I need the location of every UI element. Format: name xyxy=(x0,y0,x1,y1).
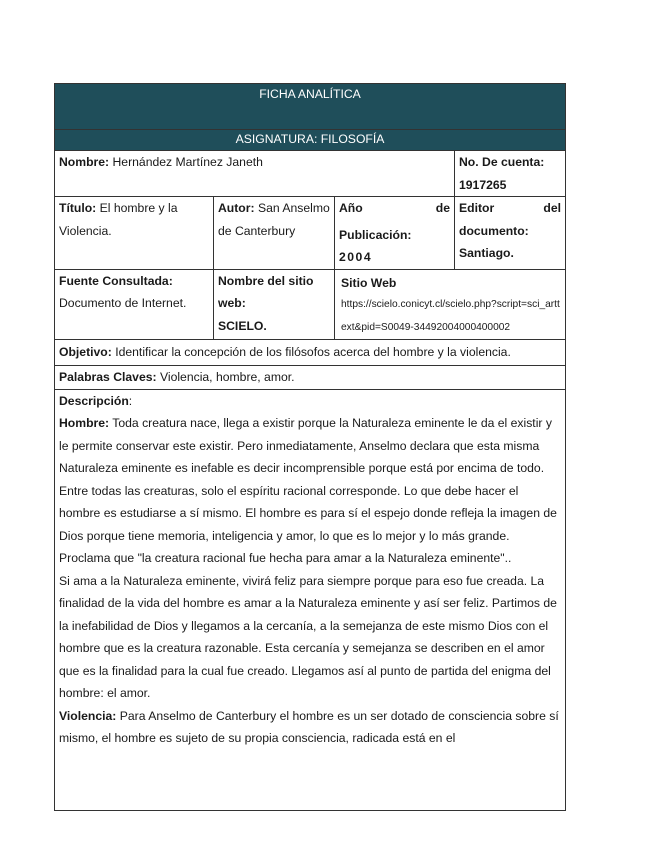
titulo-value: El hombre y la Violencia. xyxy=(59,201,178,238)
descripcion-row xyxy=(55,389,566,810)
anio-cell xyxy=(335,197,455,270)
cuenta-value: 1917265 xyxy=(459,177,507,192)
nombre-cell xyxy=(55,151,455,197)
anio-label-line xyxy=(339,197,450,220)
sitio-web-url[interactable]: https://scielo.conicyt.cl/scielo.php?script=sci_arttext&pid=S0049-34492004000400002 xyxy=(341,299,560,333)
sitio-web-cell xyxy=(335,269,566,340)
fuente-value: Documento de Internet. xyxy=(59,296,187,310)
anio-label-a: Año xyxy=(339,201,363,215)
objetivo-row xyxy=(55,340,566,366)
fuente-cell xyxy=(55,269,214,340)
palabras-row xyxy=(55,366,566,390)
titulo-label: Título: xyxy=(59,201,97,215)
violencia-text: Para Anselmo de Canterbury el hombre es un ser dotado de consciencia sobre sí mismo, el hombre es sujeto de su propia consciencia, radicada está en el xyxy=(59,708,559,745)
sitio-web-label: Sitio Web xyxy=(341,275,397,290)
nombre-row xyxy=(55,151,566,197)
anio-value: 2004 xyxy=(339,250,373,264)
titulo-row xyxy=(55,197,566,270)
palabras-label: Palabras Claves: xyxy=(59,370,157,384)
nombre-label: Nombre: xyxy=(59,155,110,169)
palabras-cell xyxy=(55,366,566,390)
hombre-text: Toda creatura nace, llega a existir porque la Naturaleza eminente le da el existir y le permite conservar este existir. Pero inmediatamente, Anselmo declara que esta misma Naturaleza eminente es inefable es decir incomprensible porque está por encima de todo. Entre todas las creaturas, solo el espíritu racional corresponde. Lo que debe hacer el hombre es estudiarse a sí mismo. El hombre es para sí el espejo donde refleja la imagen de Dios porque tiene memoria, inteligencia y amor, lo que es lo mejor y lo más grande. Proclama que "la creatura racional fue hecha para amar a la Naturaleza eminente".. xyxy=(59,416,557,565)
header-subject-row xyxy=(55,130,566,151)
editor-label-a: Editor xyxy=(459,201,495,215)
editor-label-c: documento: xyxy=(459,223,529,238)
descripcion-paragraph-violencia xyxy=(59,705,561,750)
nombre-value: Hernández Martínez Janeth xyxy=(109,155,263,169)
palabras-text: Violencia, hombre, amor. xyxy=(156,370,295,384)
sitio-nombre-cell xyxy=(214,269,335,340)
anio-label-b: de xyxy=(435,201,450,215)
cuenta-label: No. De cuenta: xyxy=(459,155,545,169)
sitio-nombre-value: SCIELO. xyxy=(218,318,267,333)
editor-label-line xyxy=(459,197,561,220)
sitio-nombre-label: Nombre del sitio web: xyxy=(218,273,314,310)
anio-label-c: Publicación: xyxy=(339,227,412,242)
ficha-analitica-table xyxy=(54,83,566,811)
autor-value: San Anselmo de Canterbury xyxy=(218,201,330,238)
objetivo-cell xyxy=(55,340,566,366)
header-subject: ASIGNATURA: FILOSOFÍA xyxy=(55,130,566,151)
objetivo-text: Identificar la concepción de los filósofos acerca del hombre y la violencia. xyxy=(111,345,511,359)
header-title: FICHA ANALÍTICA xyxy=(55,84,566,130)
descripcion-heading xyxy=(59,390,561,413)
hombre-label: Hombre: xyxy=(59,416,110,430)
autor-label: Autor: xyxy=(218,201,255,215)
document-sheet xyxy=(54,83,565,811)
titulo-cell xyxy=(55,197,214,270)
objetivo-label: Objetivo: xyxy=(59,345,112,359)
descripcion-cell xyxy=(55,389,566,810)
autor-cell xyxy=(214,197,335,270)
fuente-row xyxy=(55,269,566,340)
descripcion-label: Descripción xyxy=(59,393,129,408)
editor-value: Santiago. xyxy=(459,246,514,260)
cuenta-cell xyxy=(455,151,566,197)
descripcion-colon: : xyxy=(128,393,133,408)
violencia-label: Violencia: xyxy=(59,708,117,723)
editor-label-b: del xyxy=(543,201,562,215)
descripcion-paragraph-hombre xyxy=(59,412,561,570)
descripcion-paragraph-2: Si ama a la Naturaleza eminente, vivirá feliz para siempre porque para eso fue creada. La finalidad de la vida del hombre es amar a la Naturaleza eminente y así ser feliz. Partimos de la inefabilidad de Dios y llegamos a la cercanía, a la semejanza de este mismo Dios con el hombre que es la creatura razonable. Esta cercanía y semejanza se describen en el amor que es la finalidad para la cual fue creado. Llegamos así al punto de partida del enigma del hombre: el amor. xyxy=(59,573,557,700)
editor-cell xyxy=(455,197,566,270)
header-title-row xyxy=(55,84,566,130)
fuente-label: Fuente Consultada: xyxy=(59,273,173,288)
